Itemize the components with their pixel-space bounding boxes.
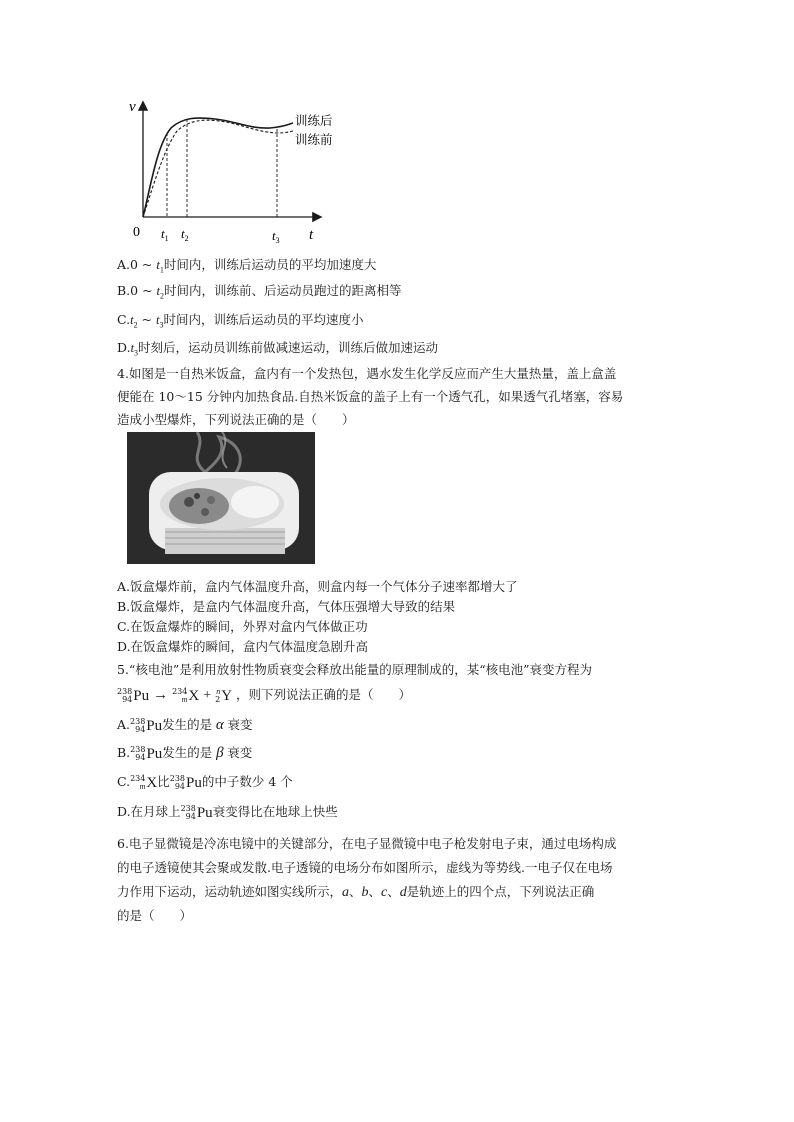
legend-before: 训练前 xyxy=(295,133,333,147)
t3-label: $t_3$ xyxy=(272,228,280,245)
legend-after: 训练后 xyxy=(295,114,333,128)
q6-stem-line4: 的是（ ） xyxy=(117,908,193,923)
velocity-time-graph xyxy=(125,95,355,245)
q3-option-d: $D.t_3$时刻后，运动员训练前做减速运动，训练后做加速运动 xyxy=(117,340,439,358)
self-heating-rice-box-photo xyxy=(127,432,315,564)
q5-option-a: A. 238 94 Pu发生的是 α 衰变 xyxy=(117,717,253,734)
q4-stem-line3: 造成小型爆炸，下列说法正确的是（ ） xyxy=(117,412,355,427)
q4-stem-line2: 便能在 10～15 分钟内加热食品.自热米饭盒的盖子上有一个透气孔，如果透气孔堵塞，容易 xyxy=(117,389,624,404)
t2-label: $t_2$ xyxy=(181,226,189,243)
origin-label: 0 xyxy=(133,225,140,240)
q5-decay-equation: 238 94 Pu → 234 m X + n 2 Y ，则下列说法正确的是（ ） xyxy=(117,687,412,704)
q4-option-a: A.饭盒爆炸前，盒内气体温度升高，则盒内每一个气体分子速率都增大了 xyxy=(117,579,518,594)
q4-option-d: D.在饭盒爆炸的瞬间，盒内气体温度急剧升高 xyxy=(117,639,369,654)
q4-option-c: C.在饭盒爆炸的瞬间，外界对盒内气体做正功 xyxy=(117,619,368,634)
x-axis-label: t xyxy=(309,227,314,243)
q5-option-c: C. 234 m X比 238 94 Pu的中子数少 4 个 xyxy=(117,774,293,791)
curve-before-training xyxy=(143,120,293,217)
q5-stem-line1: 5.“核电池”是利用放射性物质衰变会释放出能量的原理制成的，某“核电池”衰变方程为 xyxy=(117,662,592,677)
q4-option-b: B.饭盒爆炸，是盒内气体温度升高，气体压强增大导致的结果 xyxy=(117,599,456,614)
q3-option-a: A.0 ~ $t_1$时间内，训练后运动员的平均加速度大 xyxy=(117,257,377,275)
y-axis-label: v xyxy=(129,99,136,115)
t1-label: $t_1$ xyxy=(161,226,169,243)
q5-option-d: D.在月球上 238 94 Pu衰变得比在地球上快些 xyxy=(117,804,338,821)
q3-option-c: $C.t_2$ ~ $t_3$时间内，训练后运动员的平均速度小 xyxy=(117,312,364,330)
q6-stem-line1: 6.电子显微镜是冷冻电镜中的关键部分，在电子显微镜中电子枪发射电子束，通过电场构成 xyxy=(117,836,617,851)
q6-stem-line2: 的电子透镜使其会聚或发散.电子透镜的电场分布如图所示，虚线为等势线.一电子仅在电场 xyxy=(117,860,613,875)
q6-stem-line3: 力作用下运动，运动轨迹如图实线所示，a、b、c、d是轨迹上的四个点，下列说法正确 xyxy=(117,884,595,900)
q4-stem-line1: 4.如图是一自热米饭盒，盒内有一个发热包，遇水发生化学反应而产生大量热量，盖上盒盖 xyxy=(117,366,617,381)
q5-option-b: B. 238 94 Pu发生的是 β 衰变 xyxy=(117,745,253,762)
q3-option-b: B.0 ~ $t_2$时间内，训练前、后运动员跑过的距离相等 xyxy=(117,283,402,301)
